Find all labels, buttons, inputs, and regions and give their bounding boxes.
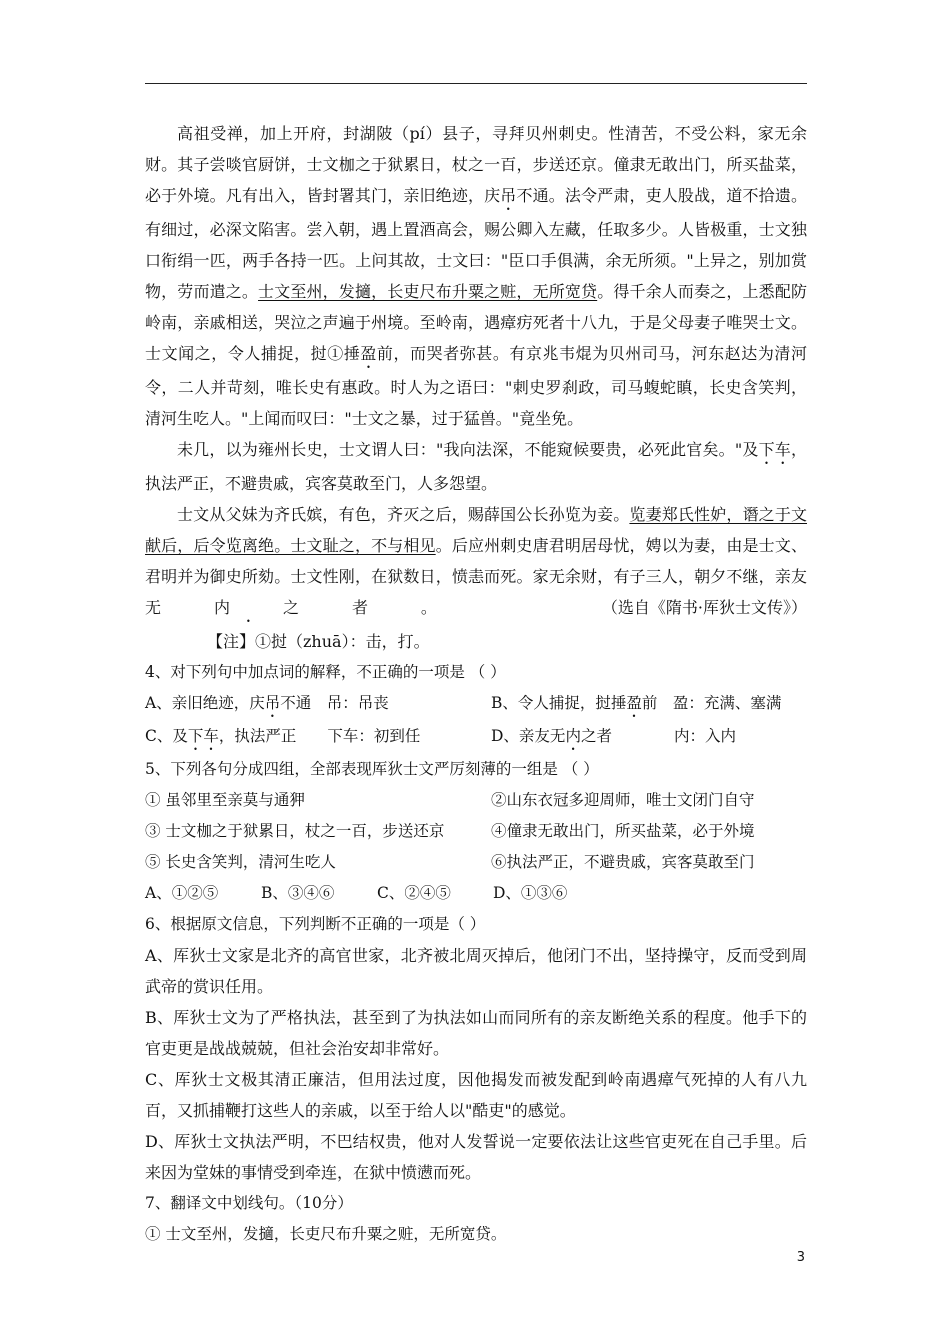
- passage-paragraph-3: [145, 499, 807, 657]
- dotted-word: 盈: [626, 694, 642, 712]
- question-6-stem: 6、根据原文信息，下列判断不正确的一项是（ ）: [145, 915, 486, 933]
- q4-option-d: [491, 721, 736, 754]
- question-5-row: [145, 785, 807, 816]
- q7-item-1: ① 士文至州，发擿，长吏尺布升粟之赃，无所宽贷。: [145, 1225, 507, 1243]
- q6-option-d: D、厍狄士文执法严明，不巴结权贵，他对人发誓说一定要依法让这些官吏死在自己手里。后来因为堂妹的事情受到牵连，在狱中愤懑而死。: [145, 1132, 807, 1182]
- dotted-word: 内: [213, 598, 283, 617]
- question-5-row: [145, 816, 807, 847]
- text: 不通。法令严肃，吏人股战，道不拾遗。有细过，必深文陷害。尝入朝，遇上置酒高会，赐公卿入左藏，任取多少。人皆极重，士文独口衔绢一匹，两手各持一匹。上问其故，士文曰："臣口手俱满，余无所须。"上异之，别加赏物，劳而遣之。: [145, 186, 807, 301]
- q6-option-a: A、厍狄士文家是北齐的高官世家，北齐被北周灭掉后，他闭门不出，坚持操守，反而受到周武帝的赏识任用。: [145, 946, 807, 996]
- text: A、亲旧绝迹，庆: [145, 694, 265, 712]
- text: 。后应州刺史唐君明居母忧，娉以为妻，由是士文、君明并为御史所劾。士文性刚，在狱数日，愤恚而死。家无余财，有子三人，朝夕不继，亲友无: [145, 536, 807, 617]
- question-5-options: [145, 878, 807, 909]
- q4-option-b: [491, 688, 781, 721]
- q6-option-c: C、厍狄士文极其清正廉洁，但用法过度，因他揭发而被发配到岭南遇瘴气死掉的人有八九百，又抓捕鞭打这些人的亲戚，以至于给人以"酷吏"的感觉。: [145, 1070, 807, 1120]
- document-body: [145, 118, 807, 1250]
- q4-option-c: [145, 721, 491, 754]
- q5-item: ① 虽邻里至亲莫与通狎: [145, 791, 305, 809]
- text: 之者 内：入内: [580, 727, 736, 745]
- question-7-stem: 7、翻译文中划线句。（10分）: [145, 1194, 353, 1212]
- text: 不通 吊：吊丧: [280, 694, 389, 712]
- passage-paragraph-1: [145, 118, 807, 434]
- text: C、及: [145, 727, 188, 745]
- source-citation: （选自《隋书·厍狄士文传》）: [601, 598, 807, 617]
- q5-item: ⑥执法严正，不避贵戚，宾客莫敢至门: [491, 853, 755, 871]
- text: B、令人捕捉，挝捶: [491, 694, 627, 712]
- q4-option-a: [145, 688, 491, 721]
- footnote: 【注】①挝（zhuā）：击，打。: [207, 632, 430, 651]
- underlined-sentence-1: 士文至州，发擿，长吏尺布升粟之赃，无所宽贷: [258, 282, 598, 301]
- text: 未几，以为雍州长史，士文谓人曰："我向法深，不能窥候要贵，必死此官矣。"及: [177, 440, 759, 459]
- dotted-word: 下车: [758, 440, 791, 459]
- question-4-options-ab: [145, 688, 807, 721]
- question-4-stem: 4、对下列句中加点词的解释，不正确的一项是 （ ）: [145, 663, 506, 681]
- text: 高祖受禅，加上开府，封湖陂（pí）县子，寻拜贝州刺史。性清苦，不受公料，家无余财。其子尝啖官厨饼，士文枷之于狱累日，杖之一百，步送还京。僮隶无敢出门，所买盐菜，必于外境。凡有出入，皆封署其门，亲旧绝迹，庆: [145, 124, 807, 205]
- question-4-options-cd: [145, 721, 807, 754]
- passage-paragraph-2: [145, 434, 807, 499]
- dotted-word: 盈: [360, 344, 377, 363]
- q5-item: ②山东衣冠多迎周师，唯士文闭门自守: [491, 791, 755, 809]
- dotted-word: 内: [565, 727, 581, 745]
- text: D、亲友无: [491, 727, 566, 745]
- text: 。得千余人而奏之，上悉配防岭南，亲戚相送，哭泣之声遍于州境。至岭南，遇瘴疠死者十八九，于是父母妻子唯哭士文。士文闻之，令人捕捉，挝①捶: [145, 282, 807, 363]
- text: ，执法严正，不避贵戚，宾客莫敢至门，人多怨望。: [145, 440, 807, 493]
- q5-option: D、①③⑥: [493, 884, 568, 902]
- text: ，执法严正 下车：初到任: [218, 727, 421, 745]
- text: 前，而哭者弥甚。有京兆韦焜为贝州司马，河东赵达为清河令，二人并苛刻，唯长史有惠政。时人为之语曰："刺史罗刹政，司马蝮蛇瞋，长史含笑判，清河生吃人。"上闻而叹曰："士文之暴，过于猛兽。"竟坐免。: [145, 344, 807, 428]
- q6-option-b: B、厍狄士文为了严格执法，甚至到了为执法如山而同所有的亲友断绝关系的程度。他手下的官吏更是战战兢兢，但社会治安却非常好。: [145, 1008, 807, 1058]
- q5-item: ④僮隶无敢出门，所买盐菜，必于外境: [491, 822, 755, 840]
- q5-option: C、②④⑤: [377, 884, 451, 902]
- underlined-sentence-2: 览妻郑氏性妒，谮之于文献后，后令览离绝。士文耻之，不与相见: [145, 505, 807, 555]
- q5-option: B、③④⑥: [261, 884, 335, 902]
- header-rule: [145, 83, 807, 84]
- q5-option: A、①②⑤: [145, 884, 219, 902]
- dotted-word: 吊: [500, 186, 517, 205]
- question-5-stem: 5、下列各句分成四组，全部表现厍狄士文严厉刻薄的一组是 （ ）: [145, 760, 599, 778]
- text: 士文从父妹为齐氏嫔，有色，齐灭之后，赐薛国公长孙览为妾。: [177, 505, 630, 524]
- text: 前 盈：充满、塞满: [641, 694, 782, 712]
- dotted-word: 下车: [187, 727, 219, 745]
- q5-item: ③ 士文枷之于狱累日，杖之一百，步送还京: [145, 822, 445, 840]
- dotted-word: 吊: [264, 694, 281, 712]
- question-5-row: [145, 847, 807, 878]
- q5-item: ⑤ 长史含笑判，清河生吃人: [145, 853, 336, 871]
- page-number: 3: [796, 1250, 805, 1265]
- text: 之者。: [282, 598, 490, 617]
